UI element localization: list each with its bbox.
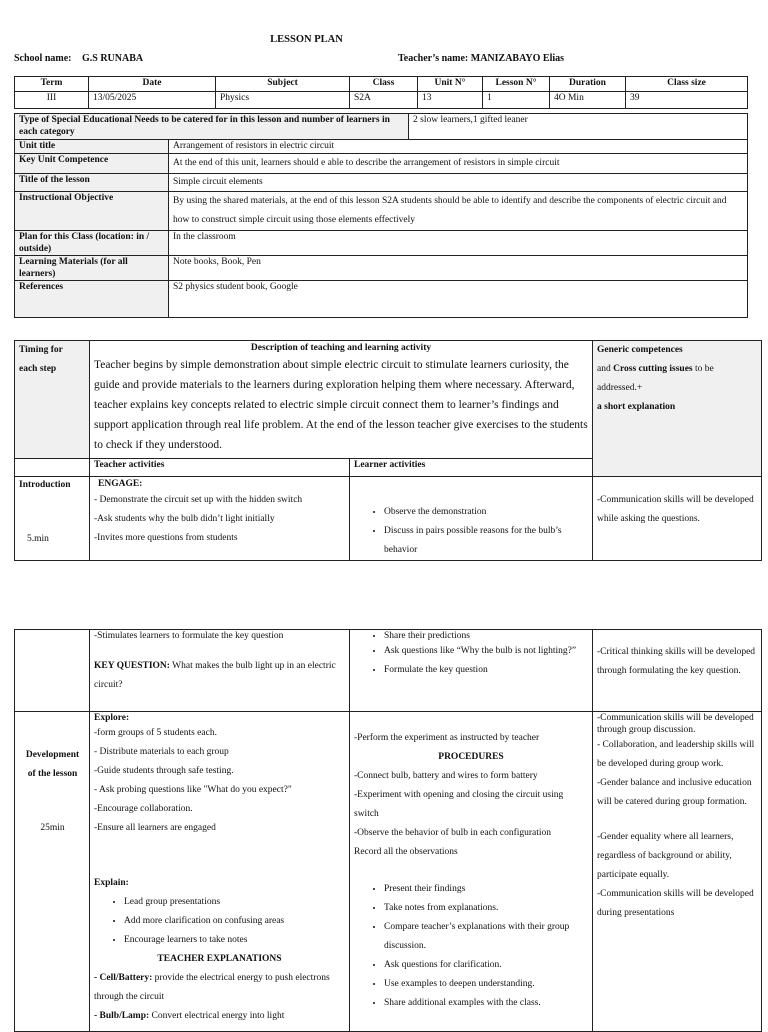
subject-value: Physics bbox=[216, 92, 350, 109]
intro-learner-list bbox=[354, 503, 588, 560]
col-unit: Unit N° bbox=[418, 77, 483, 92]
col-lesson: Lesson N° bbox=[483, 77, 550, 92]
procedures-label: PROCEDURES bbox=[438, 752, 504, 762]
stim-generic: -Critical thinking skills will be developed through formulating the key question. bbox=[593, 630, 762, 712]
class-size-value: 39 bbox=[626, 92, 748, 109]
list-item: • Ask questions for clarification. bbox=[384, 956, 588, 975]
explore-teacher-item: - Distribute materials to each group bbox=[94, 747, 229, 757]
kuc-value: At the end of this unit, learners should e able to describe the arrangement of resistors in simple circuit bbox=[169, 154, 748, 174]
col-class-size: Class size bbox=[626, 77, 748, 92]
stim-learner bbox=[350, 630, 593, 712]
explore-generic-item: - Collaboration, and leadership skills will be developed during group work. bbox=[597, 740, 755, 769]
dev-teacher bbox=[90, 712, 350, 1032]
class-value: S2A bbox=[350, 92, 418, 109]
plan-label: Plan for this Class (location: in / outside) bbox=[15, 231, 169, 256]
generic-header-explanation: a short explanation bbox=[597, 402, 676, 412]
unit-title-label: Unit title bbox=[15, 140, 169, 154]
description-cell bbox=[90, 341, 593, 459]
key-question-label: KEY QUESTION: bbox=[94, 661, 170, 671]
key-question-text: What makes the bulb light up in an electric circuit? bbox=[94, 661, 336, 690]
list-item: • Formulate the key question bbox=[384, 661, 588, 680]
timing-header-line1: Timing for bbox=[19, 345, 63, 355]
explore-teacher-item: -Ensure all learners are engaged bbox=[94, 823, 216, 833]
objective-label: Instructional Objective bbox=[15, 192, 169, 231]
intro-teacher-item: -Invites more questions from students bbox=[94, 533, 238, 543]
intro-label: Introduction bbox=[19, 480, 71, 490]
details-table bbox=[14, 113, 748, 318]
references-value: S2 physics student book, Google bbox=[169, 281, 748, 318]
sen-label: Type of Special Educational Needs to be catered for in this lesson and number of learners in each category bbox=[15, 114, 409, 140]
materials-label: Learning Materials (for all learners) bbox=[15, 256, 169, 281]
explore-learner-intro: -Perform the experiment as instructed by teacher bbox=[354, 733, 540, 743]
unit-value: 13 bbox=[418, 92, 483, 109]
explore-learner-item: -Observe the behavior of bulb in each configuration bbox=[354, 828, 552, 838]
timing-header bbox=[15, 341, 90, 459]
info-table bbox=[14, 76, 748, 109]
kuc-label: Key Unit Competence bbox=[15, 154, 169, 174]
explore-generic-item: -Communication skills will be developed through group discussion. bbox=[597, 713, 754, 735]
list-item: • Present their findings bbox=[384, 880, 588, 899]
generic-header-cross: and Cross cutting issues to be addressed.+ bbox=[597, 364, 714, 393]
learner-activities-header: Learner activities bbox=[350, 459, 593, 477]
col-subject: Subject bbox=[216, 77, 350, 92]
intro-teacher-item: -Ask students why the bulb didn’t light initially bbox=[94, 514, 275, 524]
explore-label: Explore: bbox=[94, 713, 130, 723]
list-item: • Lead group presentations bbox=[124, 893, 345, 912]
description-text: Teacher begins by simple demonstration about simple electric circuit to stimulate learners curiosity, the guide and provide materials to the learners during exploration helping them where necessary. Afterward, teacher explains key concepts related to electric simple circuit connect them to learner’s findings and support application through real life problem. At the end of the lesson teacher give exercises to the students to check if they understood. bbox=[94, 359, 588, 451]
list-item: • Discuss in pairs possible reasons for the bulb’s behavior bbox=[384, 522, 588, 560]
intro-time: 5.min bbox=[27, 534, 49, 544]
objective-value: By using the shared materials, at the end of this lesson S2A students should be able to identify and describe the components of electric circuit and how to construct simple circuit using those elements effectively bbox=[169, 192, 748, 231]
intro-learner bbox=[350, 477, 593, 561]
description-header: Description of teaching and learning activity bbox=[250, 343, 432, 353]
activity-table-continued bbox=[14, 629, 762, 1032]
intro-generic: -Communication skills will be developed while asking the questions. bbox=[593, 477, 762, 561]
list-item: • Ask questions like “Why the bulb is not lighting?” bbox=[384, 642, 588, 661]
teacher-activities-header: Teacher activities bbox=[90, 459, 350, 477]
list-item: • Use examples to deepen understanding. bbox=[384, 975, 588, 994]
intro-teacher-item: - Demonstrate the circuit set up with the hidden switch bbox=[94, 495, 303, 505]
dev-time: 25min bbox=[40, 823, 65, 833]
list-item: • Compare teacher’s explanations with their group discussion. bbox=[384, 918, 588, 956]
col-date: Date bbox=[89, 77, 216, 92]
generic-header bbox=[593, 341, 762, 477]
list-item: • Take notes from explanations. bbox=[384, 899, 588, 918]
dev-timing bbox=[15, 712, 90, 1032]
engage-label: ENGAGE: bbox=[98, 479, 143, 489]
dev-learner bbox=[350, 712, 593, 1032]
list-item: • Share additional examples with the class. bbox=[384, 994, 588, 1013]
school-value: G.S RUNABA bbox=[82, 53, 144, 64]
school-label: School name: bbox=[14, 53, 72, 64]
explain-generic-item: -Gender equality where all learners, regardless of background or ability, participate equally. bbox=[597, 832, 734, 880]
key-question bbox=[94, 657, 345, 695]
page-title: LESSON PLAN bbox=[270, 34, 343, 45]
unit-title-value: Arrangement of resistors in electric circuit bbox=[169, 140, 748, 154]
teacher-explanations-label: TEACHER EXPLANATIONS bbox=[157, 954, 282, 964]
explain-label: Explain: bbox=[94, 878, 129, 888]
teacher-label: Teacher’s name: bbox=[398, 53, 469, 64]
explore-learner-item: -Experiment with opening and closing the circuit using switch bbox=[354, 790, 564, 819]
date-value: 13/05/2025 bbox=[89, 92, 216, 109]
col-term: Term bbox=[15, 77, 89, 92]
school-name bbox=[14, 53, 143, 64]
bulb-explanation: - Bulb/Lamp: Convert electrical energy into light bbox=[94, 1011, 285, 1021]
stim-teacher bbox=[90, 630, 350, 712]
list-item: • Share their predictions bbox=[384, 630, 588, 642]
materials-value: Note books, Book, Pen bbox=[169, 256, 748, 281]
explore-teacher-item: -Encourage collaboration. bbox=[94, 804, 193, 814]
explain-generic-item: -Communication skills will be developed during presentations bbox=[597, 889, 754, 918]
generic-header-title: Generic competences bbox=[597, 345, 683, 355]
dev-generic bbox=[593, 712, 762, 1032]
explain-teacher-list bbox=[94, 893, 345, 950]
col-class: Class bbox=[350, 77, 418, 92]
list-item: • Observe the demonstration bbox=[384, 503, 588, 522]
dev-label: Development of the lesson bbox=[25, 750, 80, 779]
col-duration: Duration bbox=[550, 77, 626, 92]
stim-learner-list bbox=[354, 630, 588, 680]
teacher-value: MANIZABAYO Elias bbox=[470, 53, 565, 64]
list-item: • Add more clarification on confusing areas bbox=[124, 912, 345, 931]
explore-teacher-item: -Guide students through safe testing. bbox=[94, 766, 234, 776]
explain-learner-list bbox=[354, 880, 588, 1013]
explore-teacher-item: -form groups of 5 students each. bbox=[94, 728, 217, 738]
intro-teacher bbox=[90, 477, 350, 561]
stim-teacher-text: -Stimulates learners to formulate the key question bbox=[94, 631, 284, 641]
list-item: • Encourage learners to take notes bbox=[124, 931, 345, 950]
references-label: References bbox=[15, 281, 169, 318]
explore-learner-item: Record all the observations bbox=[354, 847, 458, 857]
explore-learner-item: -Connect bulb, battery and wires to form battery bbox=[354, 771, 538, 781]
activity-table bbox=[14, 340, 762, 561]
intro-timing bbox=[15, 477, 90, 561]
plan-value: In the classroom bbox=[169, 231, 748, 256]
timing-header-line2: each step bbox=[19, 364, 57, 374]
teacher-name bbox=[398, 53, 564, 64]
lesson-title-label: Title of the lesson bbox=[15, 174, 169, 192]
term-value: III bbox=[15, 92, 89, 109]
lesson-title-value: Simple circuit elements bbox=[169, 174, 748, 192]
cell-explanation: - Cell/Battery: provide the electrical energy to push electrons through the circuit bbox=[94, 973, 330, 1002]
lesson-value: 1 bbox=[483, 92, 550, 109]
explore-generic-item: -Gender balance and inclusive education will be catered during group formation. bbox=[597, 778, 752, 807]
duration-value: 4O Min bbox=[550, 92, 626, 109]
sen-value: 2 slow learners,1 gifted leaner bbox=[409, 114, 748, 140]
explore-teacher-item: - Ask probing questions like "What do you expect?" bbox=[94, 785, 292, 795]
